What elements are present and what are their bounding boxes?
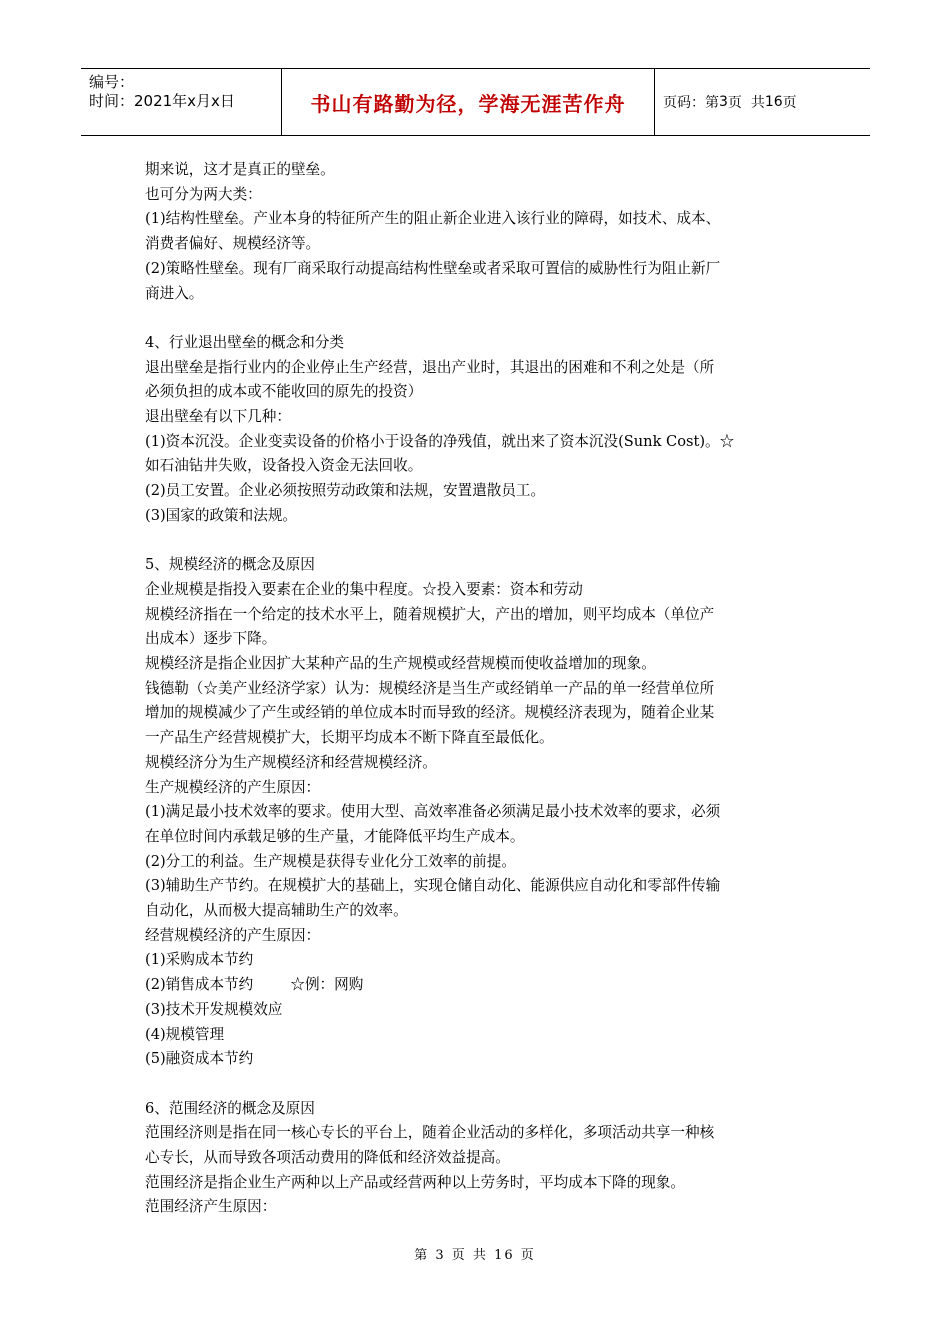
body-line: (2)员工安置。企业必须按照劳动政策和法规，安置遣散员工。	[145, 482, 546, 500]
body-line: 企业规模是指投入要素在企业的集中程度。☆投入要素：资本和劳动	[145, 580, 583, 598]
body-line: 增加的规模减少了产生或经销的单位成本时而导致的经济。规模经济表现为，随着企业某	[145, 704, 715, 722]
body-line: 6、范围经济的概念及原因	[145, 1099, 315, 1117]
body-line: (2)销售成本节约 ☆例：网购	[145, 976, 364, 994]
footer-total: 16	[494, 1248, 515, 1263]
document-date: 时间：2021年x月x日	[89, 92, 235, 110]
body-line: 一产品生产经营规模扩大，长期平均成本不断下降直至最低化。	[145, 729, 554, 747]
body-line: 期来说，这才是真正的壁垒。	[145, 161, 335, 178]
body-line: (1)满足最小技术效率的要求。使用大型、高效率准备必须满足最小技术效率的要求，必须	[145, 803, 721, 821]
body-line: 钱德勒（☆美产业经济学家）认为：规模经济是当生产或经销单一产品的单一经营单位所	[145, 679, 715, 697]
body-line: (5)融资成本节约	[145, 1050, 254, 1068]
body-line: 规模经济指在一个给定的技术水平上，随着规模扩大，产出的增加，则平均成本（单位产	[145, 605, 715, 623]
body-line: 自动化，从而极大提高辅助生产的效率。	[145, 902, 408, 920]
body-line: (1)资本沉没。企业变卖设备的价格小于设备的净残值，就出来了资本沉没(Sunk Cost)。☆	[145, 432, 735, 450]
header-meta	[81, 69, 282, 135]
document-body	[145, 158, 810, 1220]
header-motto: 书山有路勤为径，学海无涯苦作舟	[282, 69, 655, 135]
page-total: 16	[764, 94, 783, 110]
page-current: 3	[719, 94, 728, 110]
body-line: 范围经济是指企业生产两种以上产品或经营两种以上劳务时，平均成本下降的现象。	[145, 1173, 685, 1191]
footer-mid: 页 共	[445, 1248, 495, 1263]
body-line: 在单位时间内承载足够的生产量，才能降低平均生产成本。	[145, 827, 525, 845]
page-suffix: 页	[782, 95, 797, 111]
body-line: (1)结构性壁垒。产业本身的特征所产生的阻止新企业进入该行业的障碍，如技术、成本、	[145, 210, 721, 228]
body-line: (4)规模管理	[145, 1025, 225, 1043]
page-mid: 页 共	[727, 95, 765, 111]
body-line: 经营规模经济的产生原因：	[145, 926, 321, 944]
page-footer	[0, 1244, 950, 1263]
footer-prefix: 第	[414, 1248, 436, 1263]
page-header	[81, 68, 870, 136]
body-line: (2)分工的利益。生产规模是获得专业化分工效率的前提。	[145, 852, 516, 870]
body-line: 4、行业退出壁垒的概念和分类	[145, 333, 345, 351]
body-line: 规模经济分为生产规模经济和经营规模经济。	[145, 753, 437, 771]
body-line: 范围经济产生原因：	[145, 1198, 277, 1216]
body-line: (3)国家的政策和法规。	[145, 506, 298, 524]
footer-suffix: 页	[514, 1248, 536, 1263]
body-line: 范围经济则是指在同一核心专长的平台上，随着企业活动的多样化，多项活动共享一种核	[145, 1124, 715, 1142]
body-line: 商进入。	[145, 284, 204, 302]
body-line: 必须负担的成本或不能收回的原先的投资）	[145, 383, 423, 401]
body-line: 5、规模经济的概念及原因	[145, 556, 315, 574]
body-line: (3)技术开发规模效应	[145, 1000, 283, 1018]
body-line: 如石油钻井失败，设备投入资金无法回收。	[145, 457, 423, 475]
footer-current: 3	[435, 1248, 446, 1263]
body-line: (1)采购成本节约	[145, 951, 254, 969]
body-line: 退出壁垒是指行业内的企业停止生产经营，退出产业时，其退出的困难和不利之处是（所	[145, 358, 715, 376]
body-line: (2)策略性壁垒。现有厂商采取行动提高结构性壁垒或者采取可置信的威胁性行为阻止新厂	[145, 259, 721, 277]
body-line: 出成本）逐步下降。	[145, 630, 277, 648]
header-page-number	[655, 69, 870, 135]
page-prefix: 页码：第	[663, 95, 719, 111]
body-line: 规模经济是指企业因扩大某种产品的生产规模或经营规模而使收益增加的现象。	[145, 655, 656, 673]
body-line: (3)辅助生产节约。在规模扩大的基础上，实现仓储自动化、能源供应自动化和零部件传输	[145, 877, 721, 895]
body-line: 生产规模经济的产生原因：	[145, 778, 321, 796]
body-line: 消费者偏好、规模经济等。	[145, 235, 321, 253]
document-number-label: 编号：	[89, 73, 135, 91]
body-line: 心专长，从而导致各项活动费用的降低和经济效益提高。	[145, 1149, 510, 1167]
body-line: 也可分为两大类：	[145, 185, 262, 203]
body-line: 退出壁垒有以下几种：	[145, 408, 291, 426]
